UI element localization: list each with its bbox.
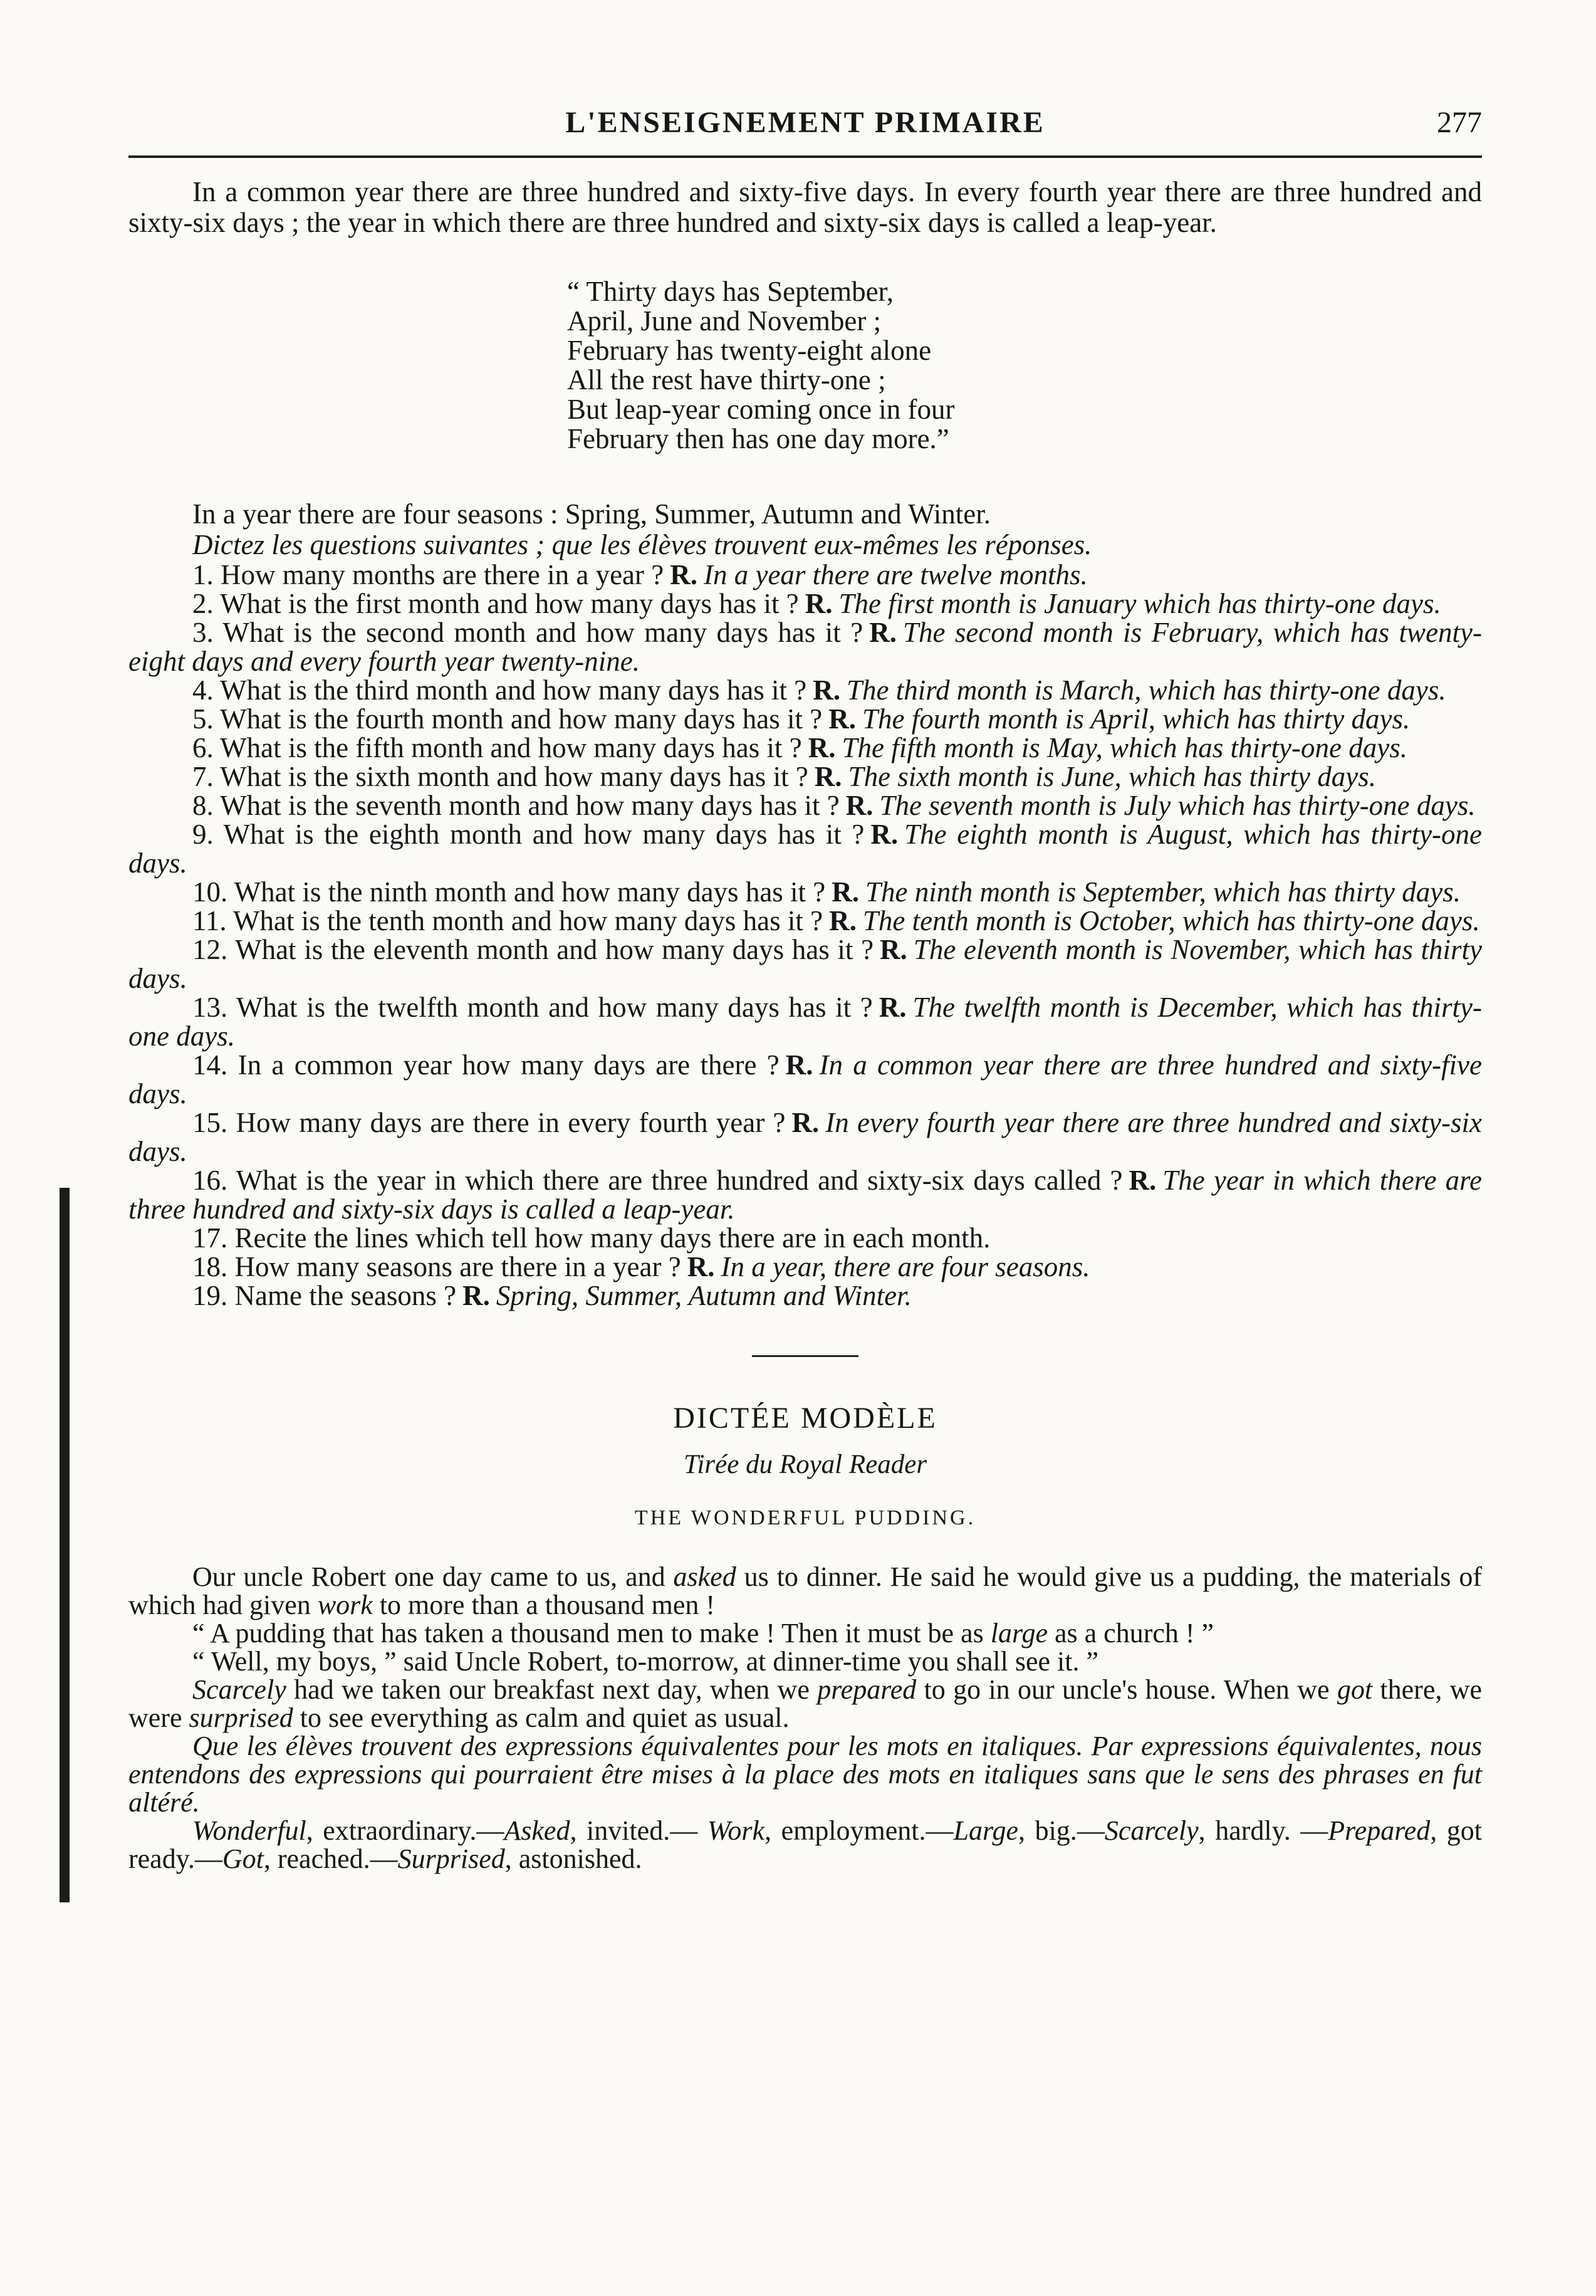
answer-text: The fourth month is April, which has thirty days. <box>862 703 1411 735</box>
italic-word: large <box>990 1618 1048 1649</box>
text-run: us to dinner. He said he would give us a pudding, the materials of which had given <box>128 1561 1482 1620</box>
response-marker: R. <box>813 674 841 706</box>
story-paragraph <box>128 1563 1482 1619</box>
poem-line: All the rest have thirty-one ; <box>567 364 886 396</box>
text-run: to go in our uncle's house. When we <box>916 1674 1337 1705</box>
answer-text: The seventh month is July which has thirty-one days. <box>879 790 1476 821</box>
story-paragraph <box>128 1619 1482 1647</box>
question-item <box>128 1108 1482 1166</box>
text-run: , big.— <box>1018 1815 1105 1846</box>
text-run: to see everything as calm and quiet as usual. <box>293 1702 790 1733</box>
italic-word: Prepared <box>1328 1815 1431 1846</box>
question-text: 18. How many seasons are there in a year ? <box>192 1251 681 1282</box>
question-item <box>128 705 1482 733</box>
question-text: 5. What is the fourth month and how many days has it ? <box>192 703 823 735</box>
text-run: , got ready.— <box>128 1815 1482 1874</box>
story-title: THE WONDERFUL PUDDING. <box>634 1506 976 1529</box>
header-rule <box>128 155 1482 158</box>
poem-line: But leap-year coming once in four <box>567 394 955 425</box>
margin-mark <box>60 1188 70 1902</box>
section-subheading: Tirée du Royal Reader <box>683 1450 927 1479</box>
text-run: to more than a thousand men ! <box>372 1590 716 1620</box>
question-item <box>128 676 1482 705</box>
answer-text: The ninth month is September, which has thirty days. <box>865 876 1461 908</box>
exercise-instruction: Que les élèves trouvent des expressions équivalentes pour les mots en italiques. Par expressions équivalentes, nous entendons des expressions qui pourraient être mises à la place des mots en italiques sans que le sens des phrases en fut altéré. <box>128 1731 1482 1818</box>
glossary <box>128 1816 1482 1873</box>
answer-text: The year in which there are three hundred and sixty-six days is called a leap-year. <box>128 1165 1482 1225</box>
question-item <box>128 733 1482 762</box>
response-marker: R. <box>805 588 833 619</box>
text-run: , invited.— <box>570 1815 707 1846</box>
question-text: 2. What is the first month and how many days has it ? <box>192 588 799 619</box>
question-item <box>128 618 1482 676</box>
question-text: 14. In a common year how many days are there ? <box>192 1049 780 1081</box>
text-run: as a church ! ” <box>1047 1618 1214 1649</box>
response-marker: R. <box>869 617 897 648</box>
italic-word: surprised <box>189 1702 293 1733</box>
answer-text: The twelfth month is December, which has thirty-one days. <box>128 992 1483 1052</box>
italic-word: Scarcely <box>192 1674 286 1705</box>
question-item <box>128 993 1482 1051</box>
italic-word: got <box>1337 1674 1373 1705</box>
question-text: 8. What is the seventh month and how many days has it ? <box>192 790 840 821</box>
question-item <box>128 1224 1482 1252</box>
answer-text: The fifth month is May, which has thirty-one days. <box>842 732 1407 763</box>
question-item <box>128 1252 1482 1281</box>
poem-line: February then has one day more.” <box>567 423 949 454</box>
running-title: L'ENSEIGNEMENT PRIMAIRE <box>565 106 1045 139</box>
response-marker: R. <box>791 1107 820 1138</box>
page-header <box>128 94 1482 150</box>
response-marker: R. <box>785 1049 813 1081</box>
question-item <box>128 560 1482 589</box>
story-paragraph <box>128 1647 1482 1675</box>
question-item <box>128 1281 1482 1310</box>
seasons-line: In a year there are four seasons : Spring, Summer, Autumn and Winter. <box>192 498 991 530</box>
intro-paragraph: In a common year there are three hundred and sixty-five days. In every fourth year there are three hundred and sixty-six days ; the year in which there are three hundred and sixty-six days is called a leap-year. <box>128 176 1482 238</box>
answer-text: The second month is February, which has twenty-eight days and every fourth year twenty-nine. <box>128 617 1483 677</box>
italic-word: Asked <box>504 1815 570 1846</box>
response-marker: R. <box>1129 1165 1157 1196</box>
poem-line: April, June and November ; <box>567 305 882 337</box>
question-text: 16. What is the year in which there are three hundred and sixty-six days called ? <box>192 1165 1123 1196</box>
answer-text: The eighth month is August, which has thirty-one days. <box>128 819 1482 879</box>
text-run: , astonished. <box>504 1843 642 1874</box>
question-text: 15. How many days are there in every fourth year ? <box>192 1107 786 1138</box>
question-item <box>128 589 1482 618</box>
response-marker: R. <box>462 1280 490 1311</box>
answer-text: In every fourth year there are three hundred and sixty-six days. <box>128 1107 1483 1167</box>
poem-line: February has twenty-eight alone <box>567 335 932 366</box>
text-run: Our uncle Robert one day came to us, and <box>192 1561 674 1592</box>
answer-text: The sixth month is June, which has thirty days. <box>848 761 1376 792</box>
page-number: 277 <box>1437 106 1482 139</box>
question-text: 1. How many months are there in a year ? <box>192 559 664 590</box>
question-text: 3. What is the second month and how many days has it ? <box>192 617 863 648</box>
question-text: 7. What is the sixth month and how many days has it ? <box>192 761 808 792</box>
text-run: there, we were <box>128 1674 1482 1733</box>
question-item <box>128 1166 1482 1224</box>
question-item <box>128 906 1482 935</box>
question-item <box>128 935 1482 993</box>
text-run: had we taken our breakfast next day, when we <box>286 1674 818 1705</box>
section-heading: DICTÉE MODÈLE <box>673 1402 937 1435</box>
response-marker: R. <box>880 934 907 965</box>
text-run: “ Well, my boys, ” said Uncle Robert, to-morrow, at dinner-time you shall see it. ” <box>192 1646 1099 1677</box>
text-run: , hardly. — <box>1198 1815 1328 1846</box>
italic-word: Large <box>953 1815 1019 1846</box>
document-page <box>128 94 1482 1873</box>
response-marker: R. <box>808 732 836 763</box>
answer-text: The first month is January which has thirty-one days. <box>838 588 1441 619</box>
dictation-instruction: Dictez les questions suivantes ; que les élèves trouvent eux-mêmes les réponses. <box>192 529 1092 560</box>
answer-text: In a common year there are three hundred and sixty-five days. <box>128 1049 1482 1109</box>
italic-word: asked <box>673 1561 736 1592</box>
question-list <box>128 560 1482 1310</box>
question-text: 13. What is the twelfth month and how many days has it ? <box>192 992 873 1023</box>
question-text: 17. Recite the lines which tell how many days there are in each month. <box>192 1222 991 1254</box>
text-run: “ A pudding that has taken a thousand men to make ! Then it must be as <box>192 1618 991 1649</box>
section-separator <box>752 1355 858 1357</box>
question-text: 6. What is the fifth month and how many days has it ? <box>192 732 802 763</box>
text-run: , employment.— <box>764 1815 954 1846</box>
poem <box>567 277 1482 454</box>
question-text: 12. What is the eleventh month and how many days has it ? <box>192 934 874 965</box>
question-item <box>128 1051 1482 1108</box>
response-marker: R. <box>828 703 856 735</box>
answer-text: The tenth month is October, which has thirty-one days. <box>862 905 1480 936</box>
italic-word: prepared <box>817 1674 917 1705</box>
italic-word: Surprised <box>397 1843 505 1874</box>
italic-word: Work <box>707 1815 765 1846</box>
response-marker: R. <box>814 761 842 792</box>
answer-text: In a year there are twelve months. <box>703 559 1088 590</box>
answer-text: The eleventh month is November, which has thirty days. <box>128 934 1482 994</box>
question-text: 11. What is the tenth month and how many days has it ? <box>192 905 823 936</box>
response-marker: R. <box>879 992 907 1023</box>
story-text <box>128 1563 1482 1873</box>
question-item <box>128 791 1482 820</box>
answer-text: The third month is March, which has thirty-one days. <box>847 674 1446 706</box>
italic-word: Got <box>222 1843 264 1874</box>
text-run: , reached.— <box>263 1843 398 1874</box>
italic-word: Wonderful <box>192 1815 306 1846</box>
italic-word: work <box>317 1590 373 1620</box>
response-marker: R. <box>832 876 860 908</box>
question-text: 19. Name the seasons ? <box>192 1280 457 1311</box>
response-marker: R. <box>829 905 857 936</box>
text-run: , extraordinary.— <box>306 1815 504 1846</box>
question-text: 9. What is the eighth month and how many days has it ? <box>192 819 865 850</box>
question-item <box>128 762 1482 791</box>
question-item <box>128 878 1482 906</box>
question-text: 4. What is the third month and how many days has it ? <box>192 674 807 706</box>
response-marker: R. <box>687 1251 715 1282</box>
response-marker: R. <box>845 790 874 821</box>
question-item <box>128 820 1482 878</box>
story-paragraph <box>128 1675 1482 1732</box>
answer-text: In a year, there are four seasons. <box>721 1251 1090 1282</box>
response-marker: R. <box>870 819 899 850</box>
question-text: 10. What is the ninth month and how many days has it ? <box>192 876 826 908</box>
answer-text: Spring, Summer, Autumn and Winter. <box>496 1280 912 1311</box>
italic-word: Scarcely <box>1104 1815 1199 1846</box>
response-marker: R. <box>670 559 697 590</box>
poem-line: “ Thirty days has September, <box>567 276 894 307</box>
